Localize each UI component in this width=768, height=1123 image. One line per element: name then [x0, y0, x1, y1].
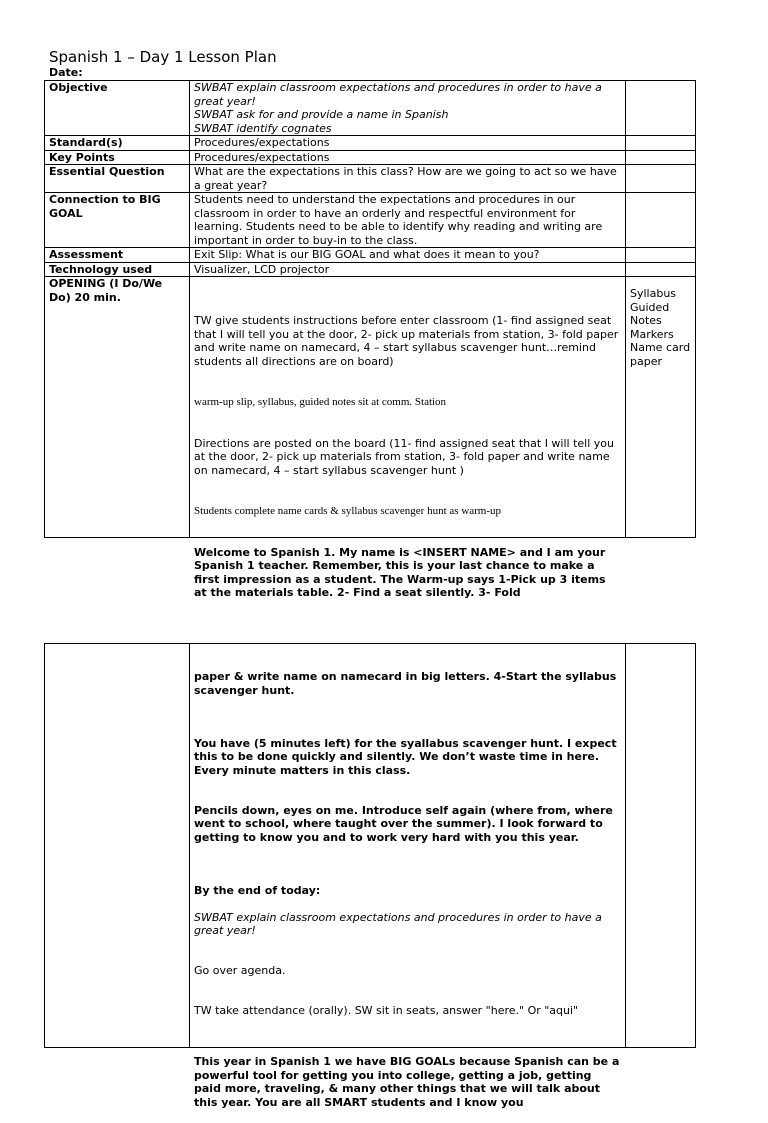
table-row-big-goal — [45, 193, 696, 248]
material-item: Guided Notes — [630, 300, 670, 327]
row-value: Procedures/expectations — [190, 136, 626, 151]
lesson-plan-table-continued — [44, 643, 696, 1109]
opening-directions: Directions are posted on the board (11- find assigned seat that I will tell you at the door, 2- pick up materials from station, 3- fold paper and write name on namecard, 4 – start syllabus scavenger hunt ) — [194, 436, 614, 477]
extra-cell — [626, 248, 696, 263]
extra-cell — [626, 81, 696, 136]
table-row-essential-question — [45, 165, 696, 193]
objective-line: SWBAT explain classroom expectations and procedures in order to have a great year! — [194, 81, 602, 108]
materials-cell — [626, 277, 696, 538]
attendance-note: TW take attendance (orally). SW sit in seats, answer "here." Or "aqui" — [194, 1004, 579, 1017]
row-value: Students need to understand the expectations and procedures in our classroom in order to have an orderly and respectful environment for learning. Students need to be able to identify why reading and writing are important in order to buy-in to the class. — [190, 193, 626, 248]
opening-welcome: Welcome to Spanish 1. My name is <INSERT NAME> and I am your Spanish 1 teacher. Remember, this is your last chance to make a first impression as a student. The Warm-up says 1-Pick up 3 items at the materials table. 2- Find a seat silently. 3- Fold — [194, 545, 606, 599]
material-item: Name card paper — [630, 341, 691, 368]
extra-cell — [626, 193, 696, 248]
opening-instructions: TW give students instructions before enter classroom (1- find assigned seat that I will tell you at the door, 2- pick up materials from station, 3- fold paper and write name on namecard, 4 – start syllabus scavenger hunt…remind students all directions are on board) — [194, 314, 619, 368]
row-label: OPENING (I Do/We Do) 20 min. — [45, 277, 190, 538]
table-row-opening-continued — [45, 644, 696, 1048]
row-label: Objective — [45, 81, 190, 136]
empty-label-cell — [45, 644, 190, 1048]
table-row-technology — [45, 262, 696, 277]
table-row-key-points — [45, 150, 696, 165]
agenda-note: Go over agenda. — [194, 964, 286, 977]
end-of-today-objective: SWBAT explain classroom expectations and procedures in order to have a great year! — [194, 910, 602, 937]
objective-cell — [190, 81, 626, 136]
row-label: Technology used — [45, 262, 190, 277]
continued-content — [190, 644, 626, 1109]
continued-instructions: paper & write name on namecard in big letters. 4-Start the syllabus scavenger hunt. — [194, 670, 617, 697]
material-item: Markers — [630, 327, 674, 341]
row-label: Essential Question — [45, 165, 190, 193]
row-label: Assessment — [45, 248, 190, 263]
end-of-today-heading: By the end of today: — [194, 883, 321, 897]
table-row-opening — [45, 277, 696, 538]
opening-materials-note: warm-up slip, syllabus, guided notes sit at comm. Station — [194, 395, 447, 408]
row-value: Exit Slip: What is our BIG GOAL and what does it mean to you? — [190, 248, 626, 263]
table-row-objective — [45, 81, 696, 136]
lesson-plan-table — [44, 80, 696, 599]
objective-line: SWBAT ask for and provide a name in Spanish — [194, 108, 449, 121]
extra-cell — [626, 644, 696, 1048]
row-label: Connection to BIG GOAL — [45, 193, 190, 248]
extra-cell — [626, 165, 696, 193]
date-label: Date: — [49, 66, 83, 79]
extra-cell — [626, 262, 696, 277]
table-row-assessment — [45, 248, 696, 263]
big-goal-note: This year in Spanish 1 we have BIG GOALs because Spanish can be a powerful tool for getting you into college, getting a job, getting paid more, traveling, & many other things that we will talk about this year. You are all SMART students and I know you — [194, 1055, 620, 1109]
row-label: Key Points — [45, 150, 190, 165]
introduction-note: Pencils down, eyes on me. Introduce self again (where from, where went to school, where taught over the summer). I look forward to getting to know you and to work very hard with you this year. — [194, 803, 613, 844]
extra-cell — [626, 150, 696, 165]
row-value: Procedures/expectations — [190, 150, 626, 165]
material-item: Syllabus — [630, 287, 677, 300]
extra-cell — [626, 136, 696, 151]
document-title: Spanish 1 – Day 1 Lesson Plan — [49, 48, 277, 66]
row-value: What are the expectations in this class? How are we going to act so we have a great year? — [190, 165, 626, 193]
row-value: Visualizer, LCD projector — [190, 262, 626, 277]
scavenger-hunt-note: You have (5 minutes left) for the syallabus scavenger hunt. I expect this to be done quickly and silently. We don’t waste time in here. Every minute matters in this class. — [194, 736, 617, 777]
row-label: Standard(s) — [45, 136, 190, 151]
objective-line: SWBAT identify cognates — [194, 121, 332, 135]
table-row-standards — [45, 136, 696, 151]
opening-content — [190, 277, 626, 599]
opening-warmup-note: Students complete name cards & syllabus scavenger hunt as warm-up — [194, 504, 502, 517]
